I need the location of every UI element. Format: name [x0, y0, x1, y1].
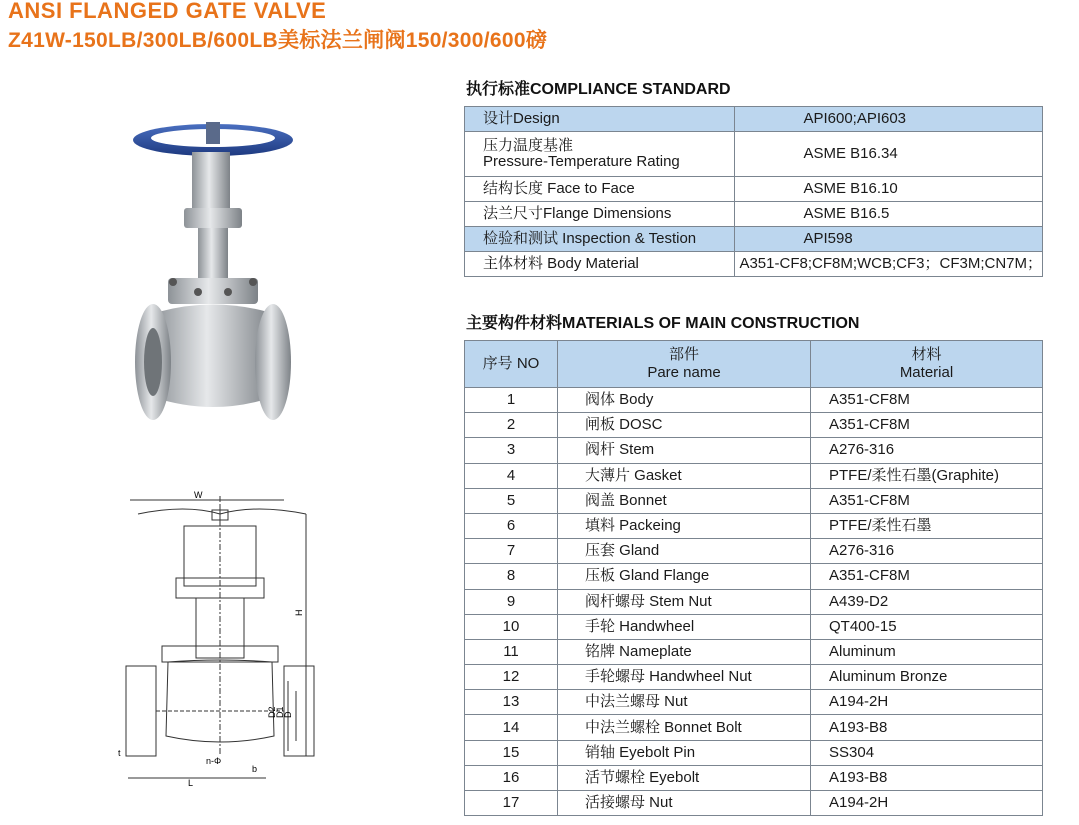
cell-part: 阀体 Body: [558, 388, 811, 413]
col-mat-zh: 材料: [911, 346, 942, 363]
cell-no: 11: [465, 639, 558, 664]
cell-part: 中法兰螺栓 Bonnet Bolt: [558, 715, 811, 740]
cell-part: 填料 Packeing: [558, 513, 811, 538]
row-label: 检验和测试 Inspection & Testion: [465, 227, 735, 252]
cell-no: 9: [465, 589, 558, 614]
cell-part: 阀杆 Stem: [558, 438, 811, 463]
table-row: [465, 791, 1043, 816]
cell-part: 销轴 Eyebolt Pin: [558, 740, 811, 765]
cell-material: A276-316: [811, 539, 1043, 564]
valve-dimension-drawing: [116, 486, 316, 786]
cell-material: A193-B8: [811, 765, 1043, 790]
table-row: [465, 177, 1043, 202]
dim-b-label: b: [252, 764, 258, 774]
cell-part: 铭牌 Nameplate: [558, 639, 811, 664]
col-material-header: [811, 341, 1043, 388]
col-no-header: 序号 NO: [465, 341, 558, 388]
row-value: ASME B16.34: [735, 132, 1043, 177]
cell-part: 手轮 Handwheel: [558, 614, 811, 639]
cell-part: 压套 Gland: [558, 539, 811, 564]
compliance-heading: 执行标准COMPLIANCE STANDARD: [466, 81, 731, 98]
cell-part: 活接螺母 Nut: [558, 791, 811, 816]
valve-photo: [128, 112, 298, 442]
cell-material: PTFE/柔性石墨(Graphite): [811, 463, 1043, 488]
cell-no: 15: [465, 740, 558, 765]
cell-no: 17: [465, 791, 558, 816]
table-row: [465, 740, 1043, 765]
cell-no: 8: [465, 564, 558, 589]
cell-no: 16: [465, 765, 558, 790]
table-row: [465, 227, 1043, 252]
table-row: [465, 252, 1043, 277]
table-row: [465, 765, 1043, 790]
row-value: API600;API603: [735, 107, 1043, 132]
row-value: ASME B16.5: [735, 202, 1043, 227]
row-value: API598: [735, 227, 1043, 252]
row-label-en: Pressure-Temperature Rating: [483, 153, 680, 170]
cell-no: 10: [465, 614, 558, 639]
cell-material: Aluminum: [811, 639, 1043, 664]
table-row: [465, 589, 1043, 614]
dim-w-label: W: [194, 490, 203, 500]
cell-part: 阀盖 Bonnet: [558, 488, 811, 513]
cell-no: 7: [465, 539, 558, 564]
row-label: 法兰尺寸Flange Dimensions: [465, 202, 735, 227]
cell-part: 大薄片 Gasket: [558, 463, 811, 488]
cell-material: A351-CF8M: [811, 488, 1043, 513]
table-row: [465, 639, 1043, 664]
row-label: 主体材料 Body Material: [465, 252, 735, 277]
table-header-row: [465, 341, 1043, 388]
col-mat-en: Material: [899, 364, 954, 381]
cell-material: QT400-15: [811, 614, 1043, 639]
row-label: 结构长度 Face to Face: [465, 177, 735, 202]
row-value: ASME B16.10: [735, 177, 1043, 202]
col-part-en: Pare name: [647, 364, 721, 381]
cell-material: A439-D2: [811, 589, 1043, 614]
materials-body: [465, 388, 1043, 816]
dim-h-label: H: [294, 609, 304, 616]
row-label-zh: 压力温度基准: [483, 137, 574, 154]
cell-material: A194-2H: [811, 690, 1043, 715]
table-row: [465, 388, 1043, 413]
cell-no: 13: [465, 690, 558, 715]
table-row: [465, 488, 1043, 513]
dim-d2-label: D2: [267, 706, 277, 718]
table-row: [465, 665, 1043, 690]
cell-no: 5: [465, 488, 558, 513]
cell-material: A194-2H: [811, 791, 1043, 816]
dim-l-label: L: [188, 778, 194, 786]
dim-t-label: t: [118, 748, 121, 758]
cell-part: 活节螺栓 Eyebolt: [558, 765, 811, 790]
cell-no: 4: [465, 463, 558, 488]
page-subtitle: Z41W-150LB/300LB/600LB美标法兰闸阀150/300/600磅: [8, 29, 548, 52]
row-label: [465, 132, 735, 177]
cell-no: 3: [465, 438, 558, 463]
page-title: ANSI FLANGED GATE VALVE: [8, 0, 327, 23]
table-row: [465, 202, 1043, 227]
cell-part: 压板 Gland Flange: [558, 564, 811, 589]
row-value: A351-CF8;CF8M;WCB;CF3；CF3M;CN7M；: [735, 252, 1043, 277]
table-row: [465, 413, 1043, 438]
table-row: [465, 690, 1043, 715]
cell-part: 阀杆螺母 Stem Nut: [558, 589, 811, 614]
table-row: [465, 614, 1043, 639]
cell-material: A351-CF8M: [811, 388, 1043, 413]
cell-part: 手轮螺母 Handwheel Nut: [558, 665, 811, 690]
cell-no: 6: [465, 513, 558, 538]
cell-material: A351-CF8M: [811, 564, 1043, 589]
cell-part: 闸板 DOSC: [558, 413, 811, 438]
dim-d-label: D: [283, 711, 293, 718]
cell-part: 中法兰螺母 Nut: [558, 690, 811, 715]
cell-material: PTFE/柔性石墨: [811, 513, 1043, 538]
table-row: [465, 539, 1043, 564]
col-part-zh: 部件: [668, 346, 699, 363]
cell-no: 12: [465, 665, 558, 690]
cell-material: A193-B8: [811, 715, 1043, 740]
table-row: [465, 107, 1043, 132]
cell-no: 14: [465, 715, 558, 740]
row-label: 设计Design: [465, 107, 735, 132]
cell-material: A276-316: [811, 438, 1043, 463]
cell-material: Aluminum Bronze: [811, 665, 1043, 690]
col-part-header: [558, 341, 811, 388]
dim-nphi-label: n-Φ: [206, 756, 222, 766]
dim-d1-label: D1: [275, 706, 285, 718]
compliance-table: [464, 106, 1043, 277]
cell-material: A351-CF8M: [811, 413, 1043, 438]
table-row: [465, 438, 1043, 463]
table-row: [465, 715, 1043, 740]
cell-material: SS304: [811, 740, 1043, 765]
materials-heading: 主要构件材料MATERIALS OF MAIN CONSTRUCTION: [466, 315, 860, 332]
table-row: [465, 132, 1043, 177]
table-row: [465, 463, 1043, 488]
table-row: [465, 564, 1043, 589]
table-row: [465, 513, 1043, 538]
cell-no: 1: [465, 388, 558, 413]
materials-table: [464, 340, 1043, 816]
cell-no: 2: [465, 413, 558, 438]
